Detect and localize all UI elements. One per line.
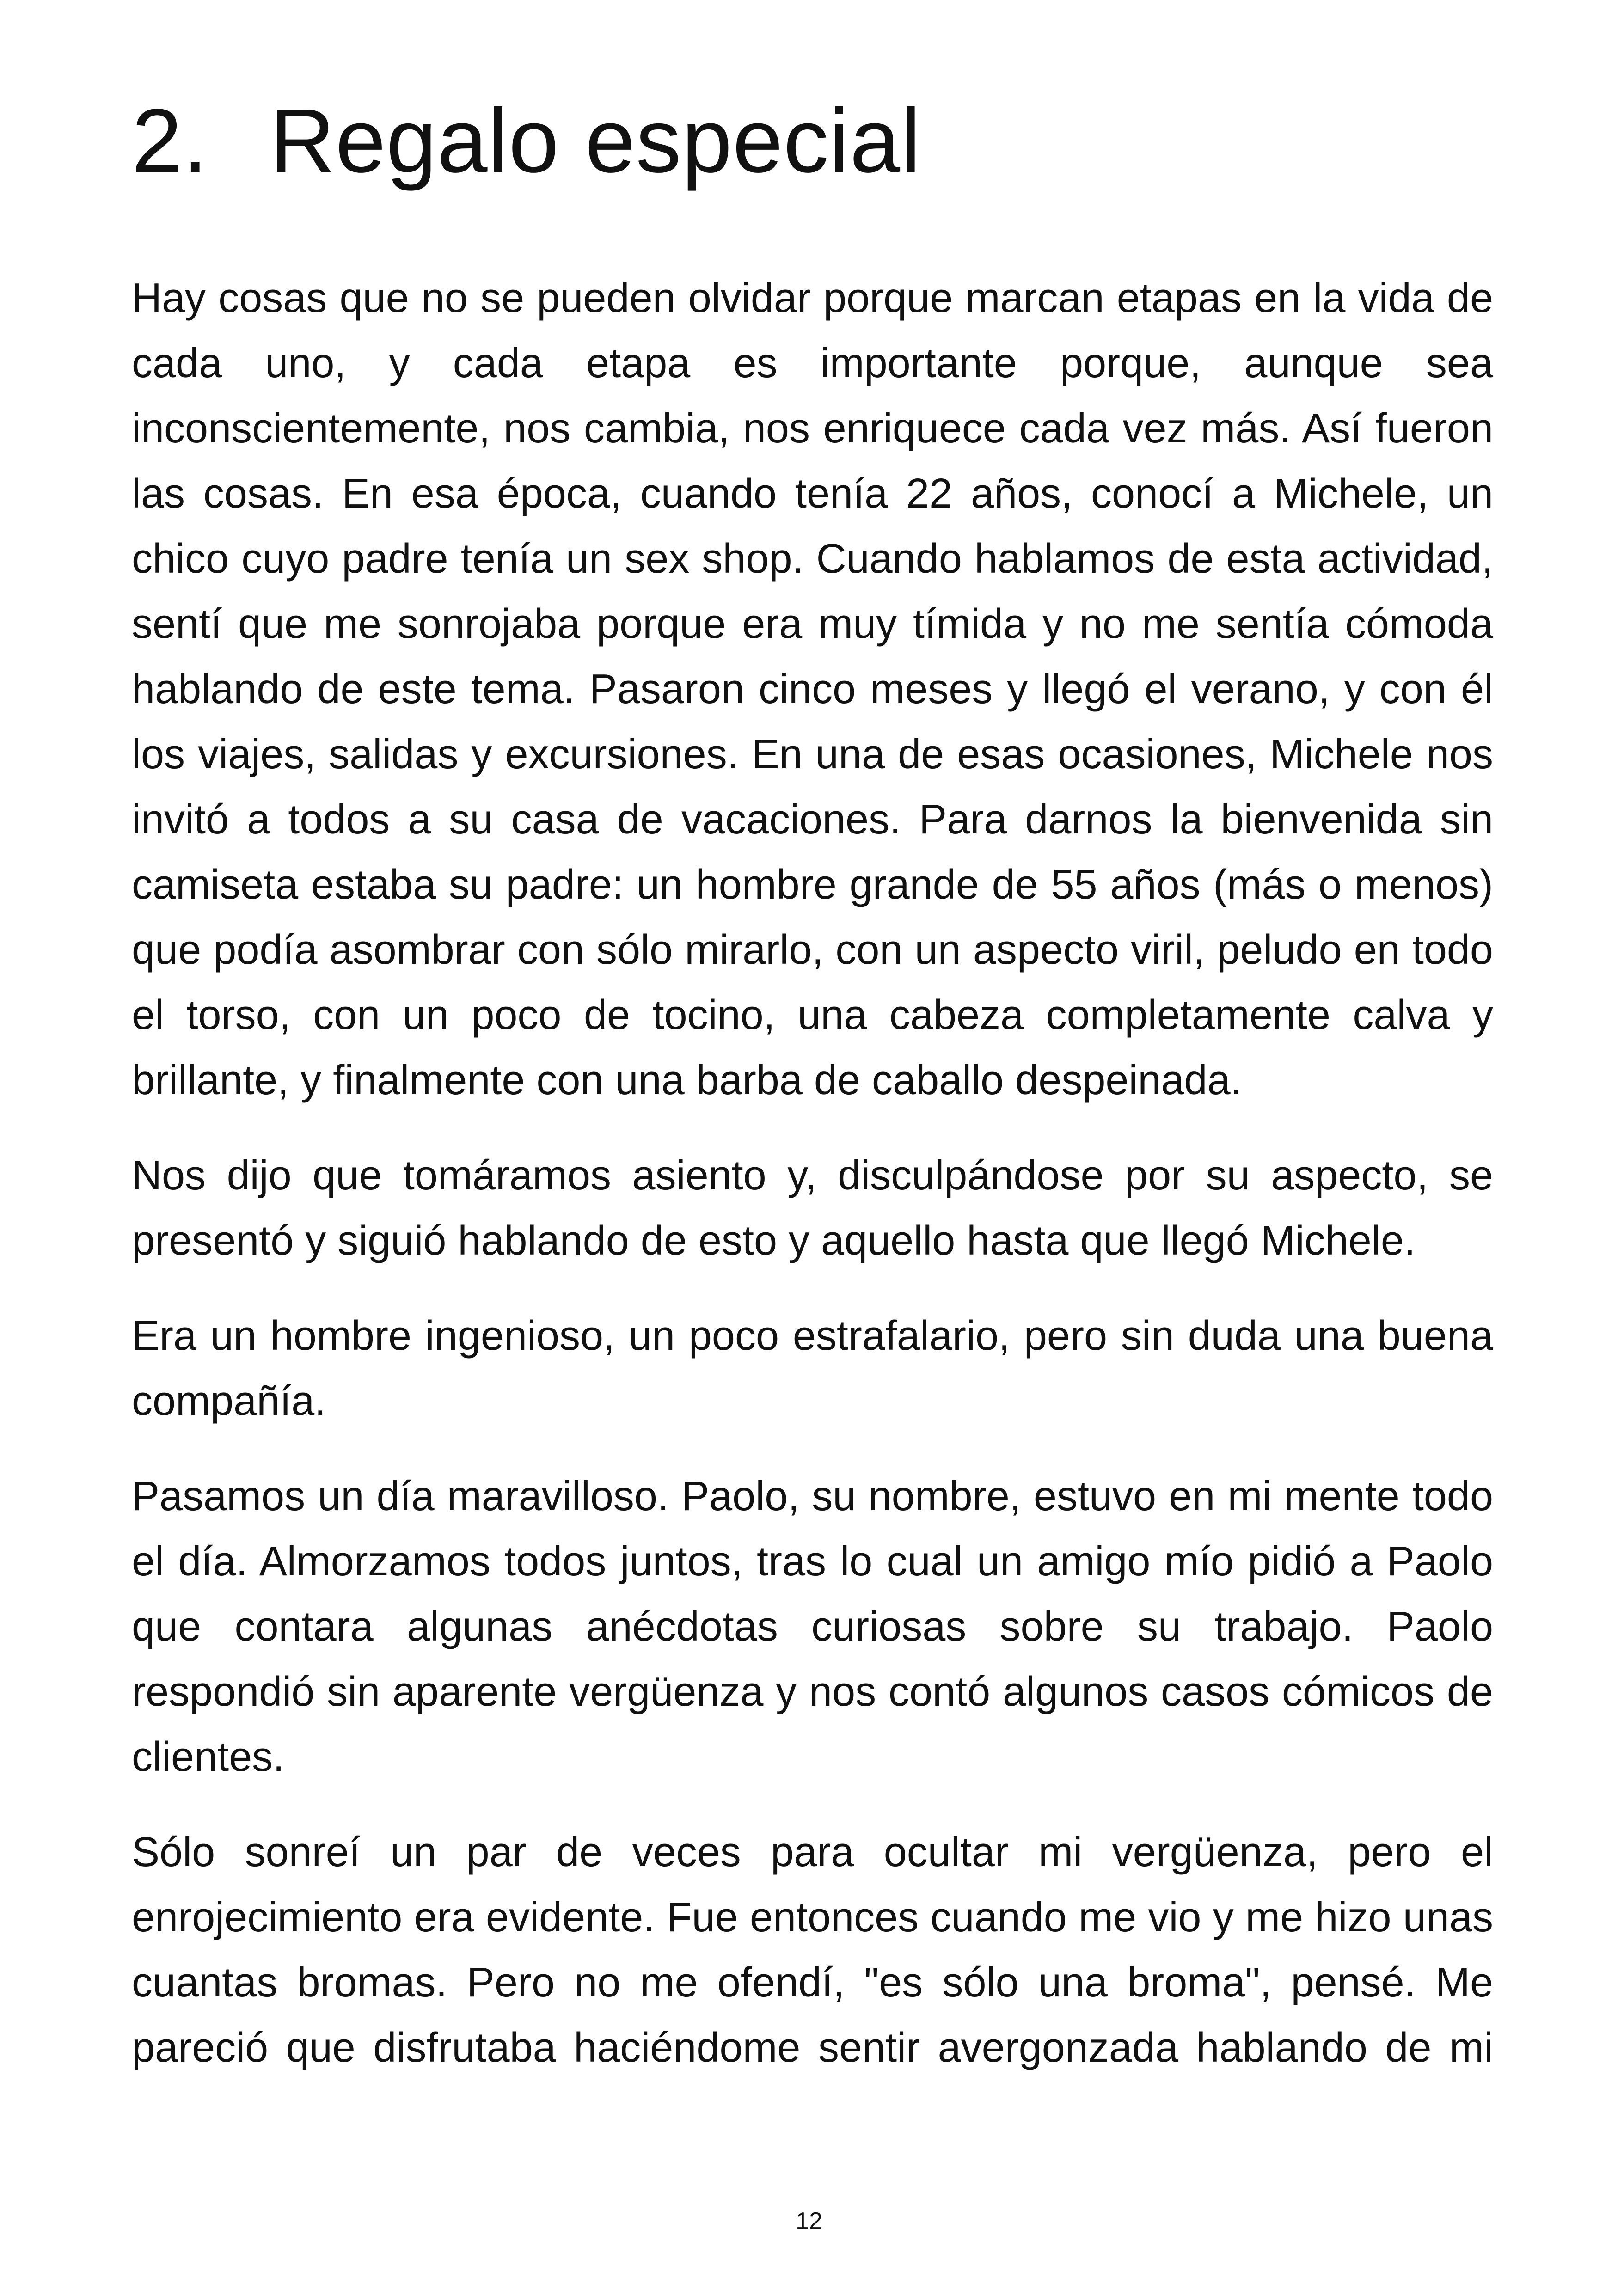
paragraph-3: Era un hombre ingenioso, un poco estrafalario, pero sin duda una buena compañía. (132, 1313, 1493, 1424)
page-number: 12 (796, 2208, 822, 2235)
paragraph-2: Nos dijo que tomáramos asiento y, disculpándose por su aspecto, se presentó y siguió hablando de esto y aquello hasta que llegó Michele. (132, 1152, 1493, 1264)
chapter-body (132, 266, 1493, 2111)
chapter-number: 2. (132, 90, 208, 191)
document-page (132, 0, 1493, 2296)
paragraph-5: Sólo sonreí un par de veces para ocultar mi vergüenza, pero el enrojecimiento era evidente. Fue entonces cuando me vio y me hizo unas cuantas bromas. Pero no me ofendí, "es sólo una broma", pensé. Me pareció que disfrutaba haciéndome sentir avergonzada hablando de mi (132, 1829, 1493, 2071)
chapter-title (132, 86, 921, 196)
paragraph-1: Hay cosas que no se pueden olvidar porque marcan etapas en la vida de cada uno, y cada etapa es importante porque, aunque sea inconscientemente, nos cambia, nos enriquece cada vez más. Así fueron las cosas. En esa época, cuando tenía 22 años, conocí a Michele, un chico cuyo padre tenía un sex shop. Cuando hablamos de esta actividad, sentí que me sonrojaba porque era muy tímida y no me sentía cómoda hablando de este tema. Pasaron cinco meses y llegó el verano, y con él los viajes, salidas y excursiones. En una de esas ocasiones, Michele nos invitó a todos a su casa de vacaciones. Para darnos la bienvenida sin camiseta estaba su padre: un hombre grande de 55 años (más o menos) que podía asombrar con sólo mirarlo, con un aspecto viril, peludo en todo el torso, con un poco de tocino, una cabeza completamente calva y brillante, y finalmente con una barba de caballo despeinada. (132, 275, 1493, 1103)
chapter-title-text: Regalo especial (270, 90, 921, 191)
paragraph-4: Pasamos un día maravilloso. Paolo, su nombre, estuvo en mi mente todo el día. Almorzamos todos juntos, tras lo cual un amigo mío pidió a Paolo que contara algunas anécdotas curiosas sobre su trabajo. Paolo respondió sin aparente vergüenza y nos contó algunos casos cómicos de clientes. (132, 1473, 1493, 1780)
